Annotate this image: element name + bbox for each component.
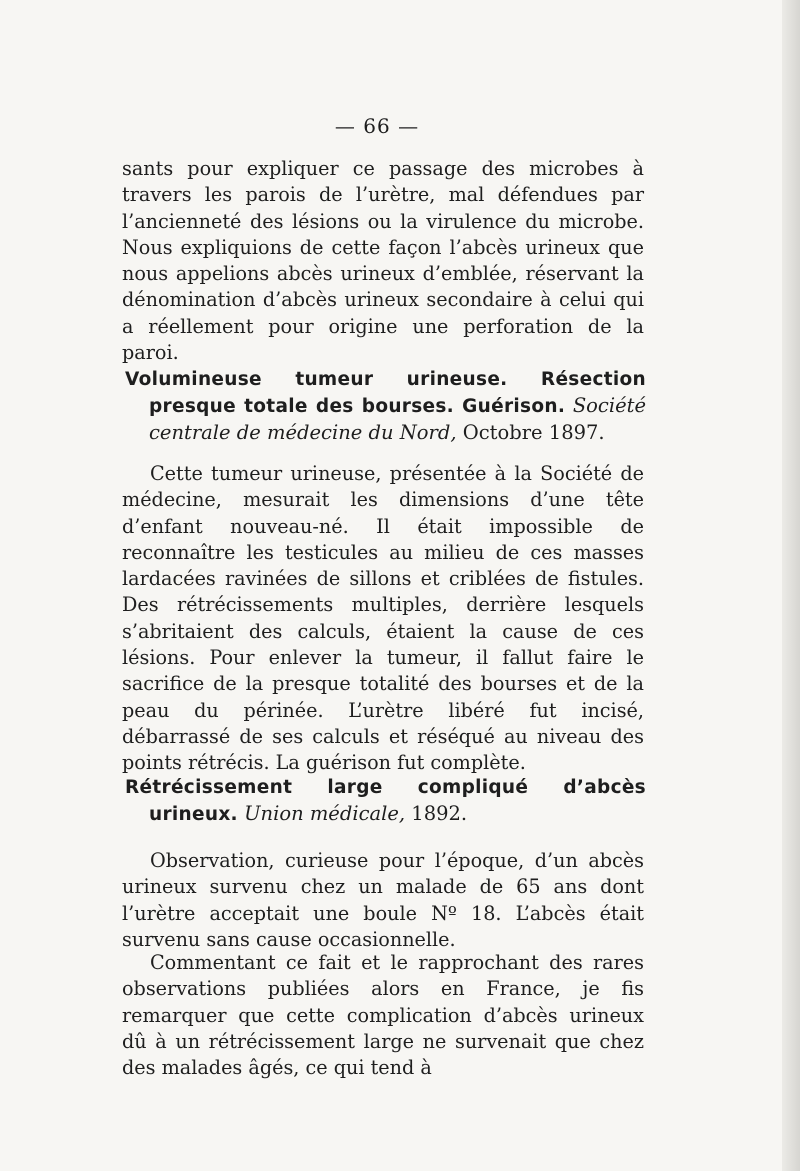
paragraph-tumeur-description: Cette tumeur urineuse, présentée à la Société de médecine, mesurait les dimensions d’une tête d’enfant nouveau-né. Il était impossible de reconnaître les testicules au milieu de ces masses lardacées ravinées de sillons et criblées de fistules. Des rétrécissements multiples, derrière lesquels s’abritaient des calculs, étaient la cause de ces lésions. Pour enlever la tumeur, il fallut faire le sacrifice de la presque totalité des bourses et de la peau du périnée. L’urètre libéré fut incisé, débarrassé de ses calculs et réséqué au niveau des points rétrécis. La guérison fut complète. xyxy=(122,462,644,775)
heading-title: Rétrécissement large compliqué d’abcès urineux. xyxy=(125,777,646,825)
page-number: — 66 — xyxy=(334,114,420,138)
page-edge-shadow xyxy=(782,0,800,1171)
paragraph-observation: Observation, curieuse pour l’époque, d’un abcès urineux survenu chez un malade de 65 ans dont l’urètre acceptait une boule Nº 18. L’abcès était survenu sans cause occasionnelle. xyxy=(122,849,644,951)
paragraph-continuation: sants pour expliquer ce passage des microbes à travers les parois de l’urètre, mal défendues par l’ancienneté des lésions ou la virulence du microbe. Nous expliquions de cette façon l’abcès urineux que nous appelions abcès urineux d’emblée, réservant la dénomination d’abcès urineux secondaire à celui qui a réellement pour origine une perforation de la paroi. xyxy=(122,157,644,365)
paragraph-commentary: Commentant ce fait et le rapprochant des rares observations publiées alors en France, je fis remarquer que cette complication d’abcès urineux dû à un rétrécissement large ne survenait que chez des malades âgés, ce qui tend à xyxy=(122,951,644,1080)
heading-date: Octobre 1897. xyxy=(462,421,605,444)
heading-date: 1892. xyxy=(411,802,468,825)
section-heading-retrecissement xyxy=(125,774,646,828)
heading-source: Union médicale, xyxy=(244,802,406,825)
heading-title: Volumineuse tumeur urineuse. Résection presque totale des bourses. Guérison. xyxy=(125,369,646,417)
heading-source: Société centrale de médecine du Nord, xyxy=(149,394,647,444)
section-heading-tumeur xyxy=(125,366,646,446)
